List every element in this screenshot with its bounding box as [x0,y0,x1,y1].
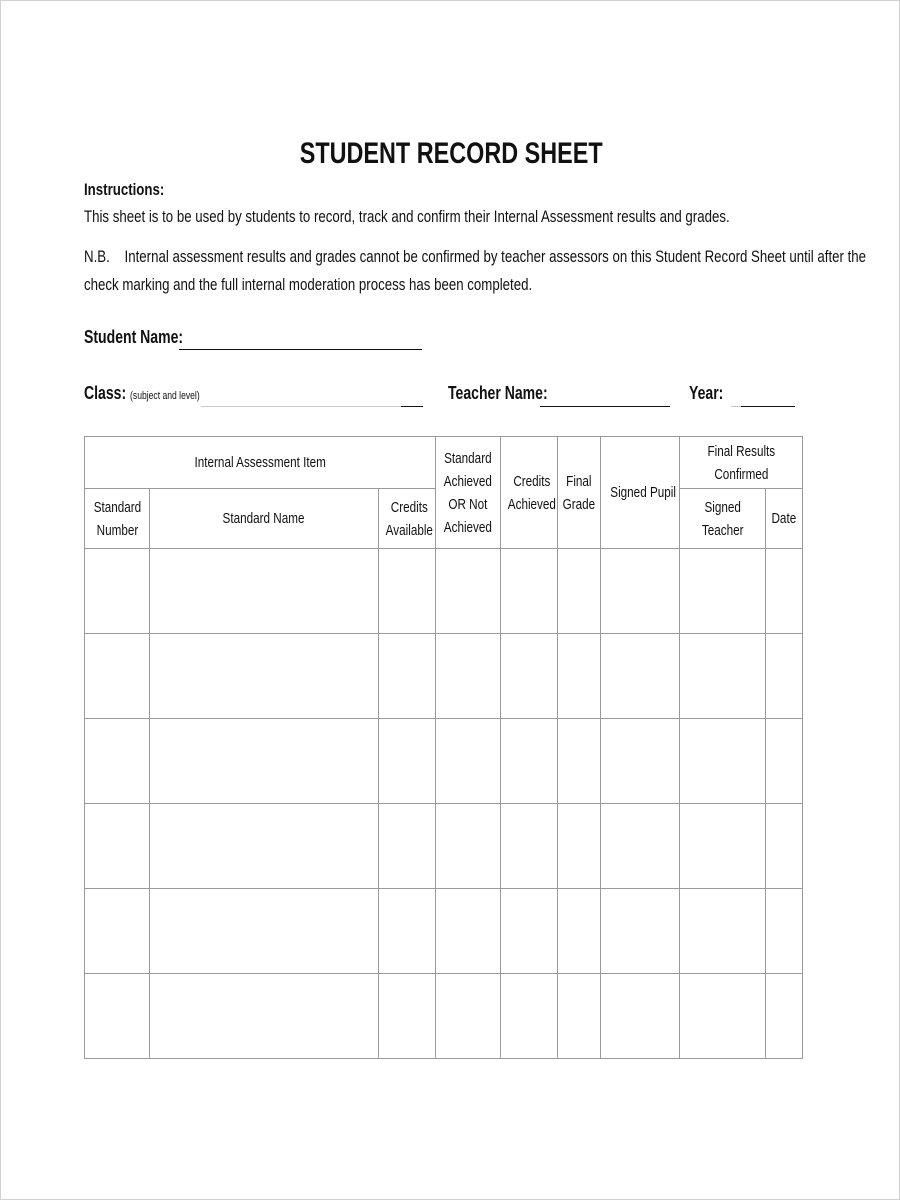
table-row [85,634,803,719]
table-cell[interactable] [379,974,436,1059]
table-row [85,719,803,804]
table-cell[interactable] [601,889,680,974]
table-cell[interactable] [680,549,766,634]
table-cell[interactable] [766,634,803,719]
table-cell[interactable] [150,549,379,634]
table-row [85,804,803,889]
table-cell[interactable] [601,974,680,1059]
table-cell[interactable] [558,889,601,974]
table-cell[interactable] [766,719,803,804]
table-cell[interactable] [436,804,501,889]
table-cell[interactable] [150,719,379,804]
header-date: Date [766,489,803,549]
year-input[interactable] [741,386,795,407]
class-hint: (subject and level) [130,390,200,402]
table-cell[interactable] [680,719,766,804]
instructions-label: Instructions: [84,180,165,199]
instructions-text: This sheet is to be used by students to record, track and confirm their Internal Assessment results and grades. [84,207,730,226]
table-row [85,974,803,1059]
table-cell[interactable] [558,549,601,634]
table-cell[interactable] [85,634,150,719]
header-final-results-confirmed: Final Results Confirmed [680,437,803,489]
table-cell[interactable] [601,634,680,719]
page-title: STUDENT RECORD SHEET [299,137,603,170]
table-cell[interactable] [436,549,501,634]
header-final-grade: Final Grade [558,437,601,549]
table-cell[interactable] [766,549,803,634]
table-cell[interactable] [558,974,601,1059]
header-standard-number: Standard Number [85,489,150,549]
table-cell[interactable] [501,634,558,719]
table-cell[interactable] [379,719,436,804]
year-input-start [731,386,741,407]
table-row [85,549,803,634]
table-cell[interactable] [680,974,766,1059]
class-input-end [401,386,423,407]
table-cell[interactable] [85,719,150,804]
class-input[interactable] [201,386,401,407]
class-label: Class: [84,383,127,403]
header-standard-name: Standard Name [150,489,379,549]
table-cell[interactable] [150,974,379,1059]
table-cell[interactable] [379,549,436,634]
table-cell[interactable] [558,634,601,719]
header-standard-achieved: Standard Achieved OR Not Achieved [436,437,501,549]
nb-note: N.B. Internal assessment results and grades cannot be confirmed by teacher assessors on this Student Record Sheet until after the check marking and the full internal moderation process has been completed. [84,247,867,294]
table-cell[interactable] [85,804,150,889]
table-cell[interactable] [601,549,680,634]
table-cell[interactable] [501,889,558,974]
table-cell[interactable] [379,634,436,719]
assessment-table [84,436,803,1059]
table-cell[interactable] [501,549,558,634]
table-cell[interactable] [150,889,379,974]
table-cell[interactable] [379,889,436,974]
table-cell[interactable] [85,889,150,974]
table-cell[interactable] [85,549,150,634]
table-row [85,889,803,974]
table-cell[interactable] [501,719,558,804]
table-cell[interactable] [680,634,766,719]
table-cell[interactable] [85,974,150,1059]
header-credits-achieved: Credits Achieved [501,437,558,549]
table-cell[interactable] [379,804,436,889]
teacher-name-label: Teacher Name: [448,383,548,403]
student-name-input[interactable] [179,330,422,350]
header-credits-available: Credits Available [379,489,436,549]
table-cell[interactable] [766,974,803,1059]
table-cell[interactable] [501,804,558,889]
table-cell[interactable] [150,804,379,889]
table-cell[interactable] [436,634,501,719]
table-cell[interactable] [601,804,680,889]
table-cell[interactable] [150,634,379,719]
header-internal-assessment-item: Internal Assessment Item [85,437,436,489]
table-cell[interactable] [766,804,803,889]
table-cell[interactable] [436,719,501,804]
table-cell[interactable] [558,719,601,804]
table-cell[interactable] [436,889,501,974]
table-cell[interactable] [680,889,766,974]
header-signed-teacher: Signed Teacher [680,489,766,549]
header-signed-pupil: Signed Pupil [601,437,680,549]
teacher-name-input[interactable] [540,386,670,407]
table-cell[interactable] [680,804,766,889]
year-label: Year: [689,383,724,403]
table-cell[interactable] [766,889,803,974]
table-cell[interactable] [558,804,601,889]
student-name-label: Student Name: [84,327,184,347]
table-cell[interactable] [436,974,501,1059]
year-field[interactable] [689,383,733,404]
table-cell[interactable] [501,974,558,1059]
table-cell[interactable] [601,719,680,804]
